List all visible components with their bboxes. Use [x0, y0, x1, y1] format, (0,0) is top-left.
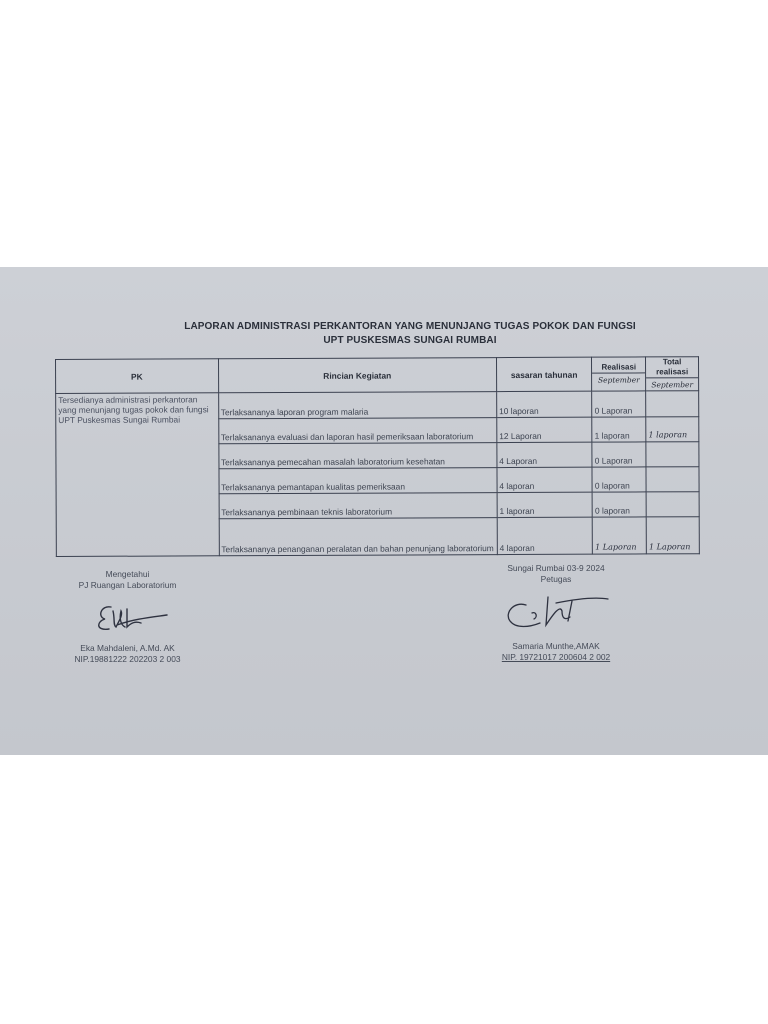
rincian-cell: Terlaksananya pemantapan kualitas pemeriksaan: [218, 468, 496, 494]
signature-block-left: [40, 569, 215, 665]
report-table: [55, 356, 700, 557]
rincian-cell: Terlaksananya penanganan peralatan dan bahan penunjang laboratorium: [219, 518, 497, 556]
signature-left-scribble: [83, 597, 173, 637]
sasaran-cell: 4 laporan: [497, 467, 593, 492]
realisasi-cell: 1 laporan: [592, 417, 646, 442]
signature-right-name: Samaria Munthe,AMAK: [512, 641, 600, 651]
realisasi-label: Realisasi: [601, 362, 637, 372]
total-cell: [646, 492, 699, 517]
signature-right-role: Petugas: [540, 574, 572, 584]
signature-right-nip: NIP. 19721017 200604 2 002: [501, 652, 611, 662]
col-header-pk: PK: [56, 359, 219, 394]
sasaran-cell: 10 laporan: [496, 391, 592, 417]
col-header-total: [646, 357, 699, 391]
total-label: Total realisasi: [656, 357, 689, 377]
sasaran-cell: 12 Laporan: [497, 417, 593, 442]
rincian-cell: Terlaksananya evaluasi dan laporan hasil pemeriksaan laboratorium: [218, 418, 496, 444]
signature-left-heading: Mengetahui: [105, 569, 150, 579]
col-header-rincian: Rincian Kegiatan: [218, 358, 496, 393]
rincian-cell: Terlaksananya pemecahan masalah laboratorium kesehatan: [218, 443, 496, 469]
sasaran-cell: 1 laporan: [497, 492, 593, 517]
sasaran-cell: 4 laporan: [497, 517, 593, 554]
rincian-cell: Terlaksananya pembinaan teknis laboratorium: [219, 493, 497, 519]
report-subtitle: UPT PUSKESMAS SUNGAI RUMBAI: [323, 335, 497, 346]
rincian-cell: Terlaksananya laporan program malaria: [218, 392, 496, 419]
total-cell: [646, 391, 699, 417]
col-header-sasaran: sasaran tahunan: [496, 357, 592, 391]
realisasi-cell: 0 laporan: [592, 492, 646, 517]
total-cell-handwritten: 1 laporan: [646, 417, 699, 442]
report-title: LAPORAN ADMINISTRASI PERKANTORAN YANG MENUNJANG TUGAS POKOK DAN FUNGSI: [184, 321, 636, 332]
signature-left-role: PJ Ruangan Laboratorium: [78, 580, 177, 590]
realisasi-cell: 0 Laporan: [592, 442, 646, 467]
total-cell-handwritten: 1 Laporan: [646, 517, 699, 554]
table-header-row: [56, 357, 699, 394]
col-header-realisasi: [592, 357, 646, 391]
document-sheet: [0, 267, 768, 755]
signature-right-scribble: [496, 591, 616, 635]
signature-left-nip: NIP.19881222 202203 2 003: [74, 654, 181, 664]
realisasi-month-handwritten: September: [592, 372, 645, 385]
realisasi-cell: 0 laporan: [592, 467, 646, 492]
realisasi-cell: 0 Laporan: [592, 391, 646, 417]
total-month-handwritten: September: [646, 377, 698, 390]
total-cell: [646, 442, 699, 467]
realisasi-cell-handwritten: 1 Laporan: [593, 517, 647, 554]
table-row: [56, 391, 699, 420]
total-cell: [646, 467, 699, 492]
signature-block-right: [470, 563, 642, 663]
signature-left-name: Eka Mahdaleni, A.Md. AK: [80, 643, 175, 653]
pk-cell: Tersedianya administrasi perkantoran yang menunjang tugas pokok dan fungsi UPT Puskesmas Sungai Rumbai: [56, 393, 219, 557]
signature-right-place-date: Sungai Rumbai 03-9 2024: [507, 563, 605, 573]
sasaran-cell: 4 Laporan: [497, 442, 593, 467]
